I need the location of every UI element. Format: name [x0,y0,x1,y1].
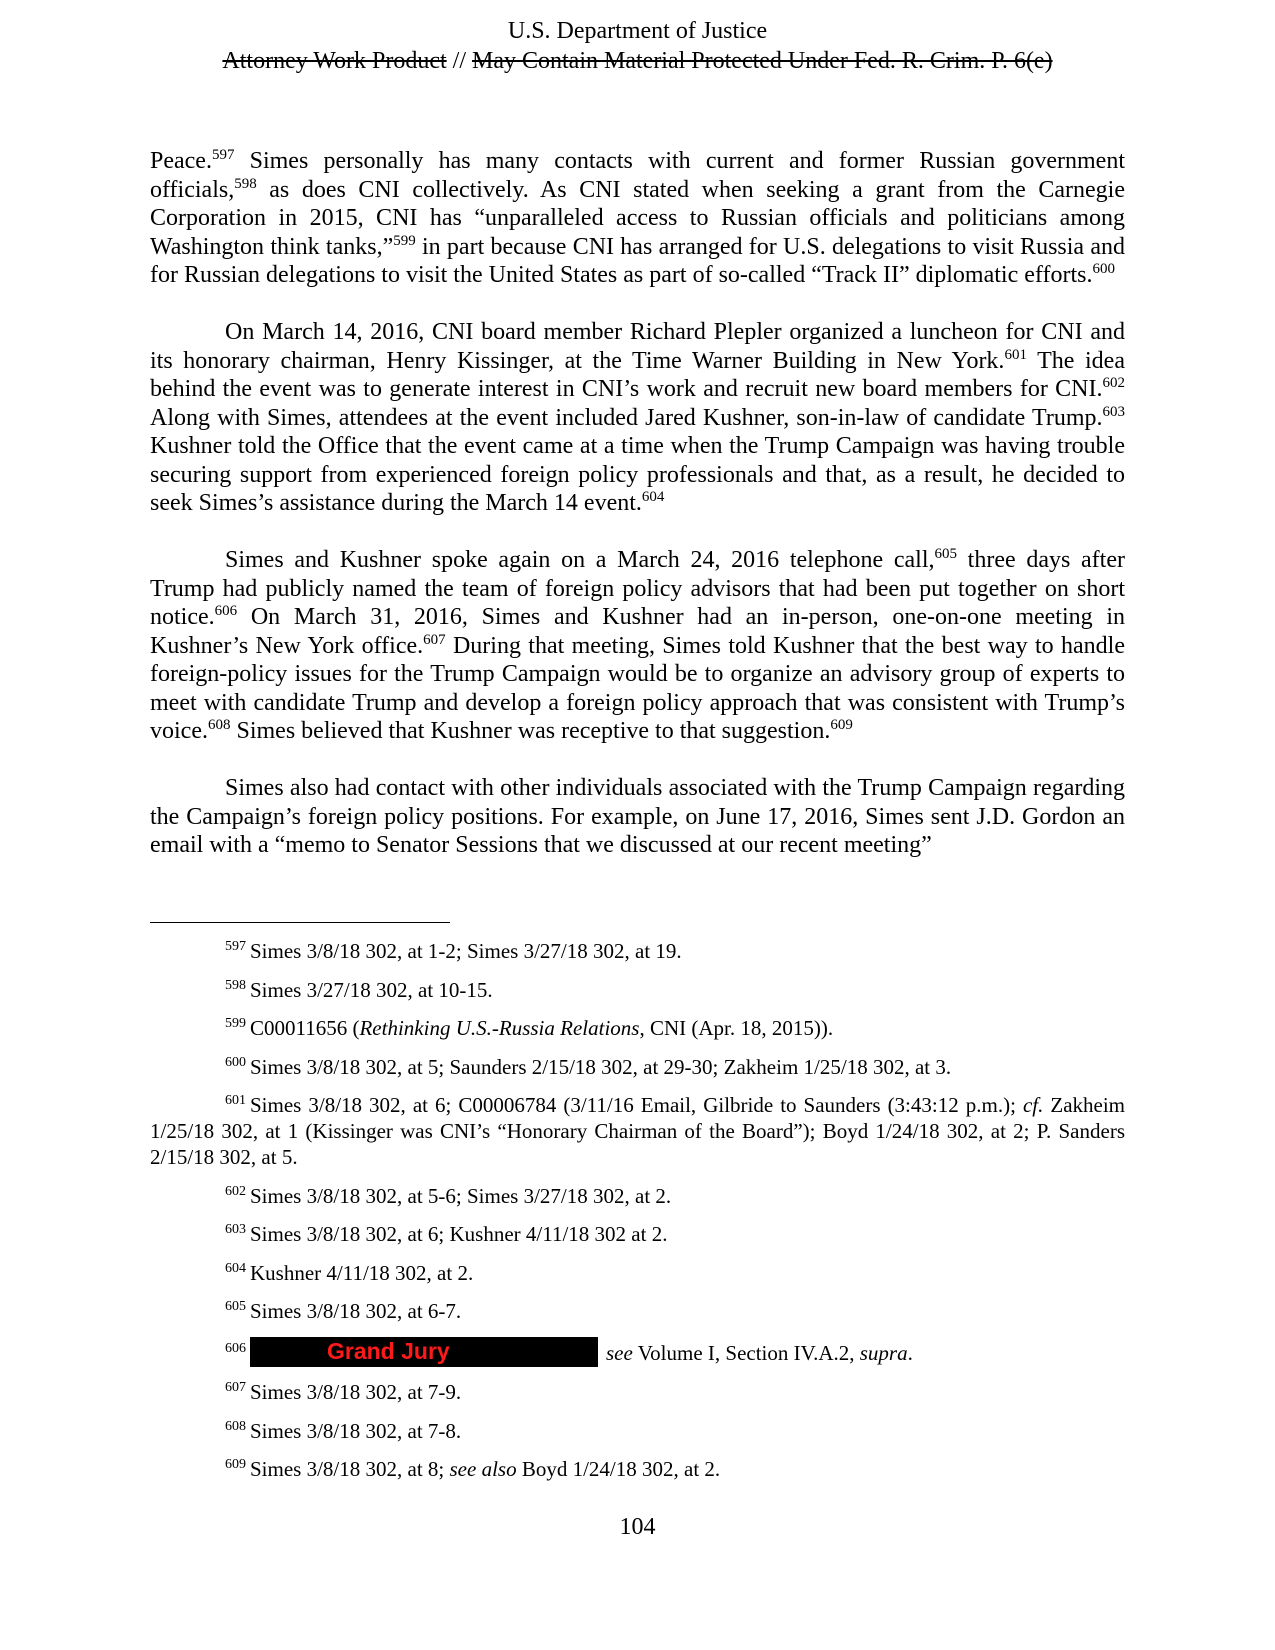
p2-text-4: Kushner told the Office that the event came at a time when the Trump Campaign was having trouble securing support from experienced foreign policy professionals and that, as a result, he decided to seek Simes’s assistance during the March 14 event. [150,433,1125,516]
footnote-text: , CNI (Apr. 18, 2015)). [639,1016,834,1040]
footnote-italic: see also [449,1457,517,1481]
footnote-number: 609 [225,1457,246,1472]
footnote-607 [150,1379,1125,1405]
footnote-text: Simes 3/8/18 302, at 5-6; Simes 3/27/18 302, at 2. [250,1183,672,1208]
footnote-ref-609[interactable]: 609 [830,717,853,733]
paragraph-3 [150,546,1125,746]
footnote-601 [150,1092,1125,1170]
footnote-605 [150,1298,1125,1324]
footnote-number: 608 [225,1418,246,1434]
footnote-italic: cf. [1022,1093,1044,1117]
footnote-600 [150,1054,1125,1080]
p1-text-1: Peace. [150,148,212,174]
footnote-602 [150,1183,1125,1209]
footnote-number: 601 [225,1093,246,1108]
footnote-number: 598 [225,977,246,993]
footnote-609 [150,1456,1125,1482]
footnote-text: Simes 3/8/18 302, at 6; Kushner 4/11/18 302 at 2. [250,1222,668,1246]
footnote-text: Simes 3/8/18 302, at 7-8. [250,1418,462,1443]
footnote-ref-597[interactable]: 597 [211,147,235,163]
notice-separator: // [446,48,473,74]
footnote-ref-605[interactable]: 605 [934,546,957,562]
redaction-label: Grand Jury [327,1337,450,1364]
footnote-603 [150,1221,1125,1247]
footnote-ref-608[interactable]: 608 [207,717,231,733]
footnote-ref-598[interactable]: 598 [234,175,257,192]
footnote-text: Volume I, Section IV.A.2, [632,1340,860,1365]
p3-text-2: three days after Trump had publicly named the team of foreign policy advisors that had been put together on short notice. [150,547,1125,630]
footnotes [150,938,1125,1495]
notice-grand-jury: May Contain Material Protected Under Fed. R. Crim. P. 6(e) [472,48,1053,74]
footnote-ref-599[interactable]: 599 [393,232,416,249]
p1-text-3: as does CNI collectively. As CNI stated when seeking a grant from the Carnegie Corporation in 2015, CNI has “unparalleled access to Russian officials and politicians among Washington think tanks,” [150,176,1125,260]
footnote-ref-607[interactable]: 607 [423,631,446,648]
p3-text-4: During that meeting, Simes told Kushner that the best way to handle foreign-policy issues for the Trump Campaign would be to organize an advisory group of experts to meet with candidate Trump and develop a foreign policy approach that was consistent with Trump’s voice. [150,632,1125,744]
footnote-ref-602[interactable]: 602 [1102,375,1125,391]
footnote-italic: supra [859,1340,908,1365]
footnote-number: 606 [225,1340,246,1356]
footnote-text: Simes 3/8/18 302, at 6-7. [250,1299,462,1323]
footnote-italic: Rethinking U.S.-Russia Relations [359,1016,640,1040]
footnote-text: . [907,1340,913,1365]
footnote-text: Simes 3/8/18 302, at 8; [250,1457,450,1481]
paragraph-4: Simes also had contact with other individuals associated with the Trump Campaign regarding the Campaign’s foreign policy positions. For example, on June 17, 2016, Simes sent J.D. Gordon an email with a “memo to Senator Sessions that we discussed at our recent meeting” [150,775,1125,858]
footnote-text: Zakheim 1/25/18 302, at 1 (Kissinger was CNI’s “Honorary Chairman of the Board”); Boyd 1/24/18 302, at 2; P. Sanders 2/15/18 302, at 5. [150,1093,1126,1169]
footnote-ref-600[interactable]: 600 [1092,261,1115,277]
footnote-text: Boyd 1/24/18 302, at 2. [516,1457,721,1481]
header-notice [0,44,1275,78]
header-department: U.S. Department of Justice [507,18,768,44]
p1-text-4: in part because CNI has arranged for U.S. delegations to visit Russia and for Russian delegations to visit the United States as part of so-called “Track II” diplomatic efforts. [150,233,1125,288]
footnote-number: 602 [225,1183,246,1199]
footnote-608 [150,1418,1125,1444]
footnote-text: Simes 3/8/18 302, at 1-2; Simes 3/27/18 302, at 19. [250,939,682,963]
footnote-number: 597 [225,939,246,954]
footnote-598 [150,977,1125,1003]
footnote-number: 604 [225,1260,246,1276]
footnote-text: Simes 3/27/18 302, at 10-15. [250,977,493,1002]
footnote-text: Kushner 4/11/18 302, at 2. [250,1260,474,1285]
footnote-597 [150,938,1125,964]
footnote-ref-601[interactable]: 601 [1004,346,1027,363]
footnote-604 [150,1260,1125,1286]
footnote-text: Simes 3/8/18 302, at 7-9. [250,1380,462,1404]
body-text [150,147,1125,888]
footnote-text: C00011656 ( [250,1016,360,1040]
page-number: 104 [619,1514,656,1540]
grand-jury-redaction [250,1337,598,1367]
p3-text-1: Simes and Kushner spoke again on a March 24, 2016 telephone call, [225,547,935,573]
footnote-divider [150,922,450,923]
footnote-ref-603[interactable]: 603 [1102,403,1125,420]
footnote-number: 599 [225,1016,246,1031]
p2-text-3: Along with Simes, attendees at the event included Jared Kushner, son-in-law of candidate Trump. [150,404,1103,431]
footnote-606 [150,1337,1125,1367]
footnote-number: 605 [225,1299,246,1314]
footnote-number: 607 [225,1380,246,1395]
footnote-599 [150,1015,1125,1041]
footnote-ref-604[interactable]: 604 [641,489,665,505]
p1-text-2: Simes personally has many contacts with current and former Russian government officials, [150,148,1125,203]
footnote-number: 600 [225,1054,246,1070]
footnote-number: 603 [225,1222,246,1237]
p3-text-5: Simes believed that Kushner was receptive to that suggestion. [230,718,831,744]
p2-text-2: The idea behind the event was to generate interest in CNI’s work and recruit new board members for CNI. [150,347,1125,402]
p2-text-1: On March 14, 2016, CNI board member Richard Plepler organized a luncheon for CNI and its honorary chairman, Henry Kissinger, at the Time Warner Building in New York. [150,319,1125,374]
notice-work-product: Attorney Work Product [222,48,447,74]
p3-text-3: On March 31, 2016, Simes and Kushner had an in-person, one-on-one meeting in Kushner’s New York office. [150,604,1125,659]
paragraph-2 [150,318,1125,518]
footnote-ref-606[interactable]: 606 [214,603,238,619]
footnote-italic: see [606,1340,633,1365]
paragraph-1 [150,147,1125,290]
footnote-text: Simes 3/8/18 302, at 6; C00006784 (3/11/16 Email, Gilbride to Saunders (3:43:12 p.m.); [250,1093,1023,1117]
footnote-text: Simes 3/8/18 302, at 5; Saunders 2/15/18 302, at 29-30; Zakheim 1/25/18 302, at 3. [250,1054,952,1079]
